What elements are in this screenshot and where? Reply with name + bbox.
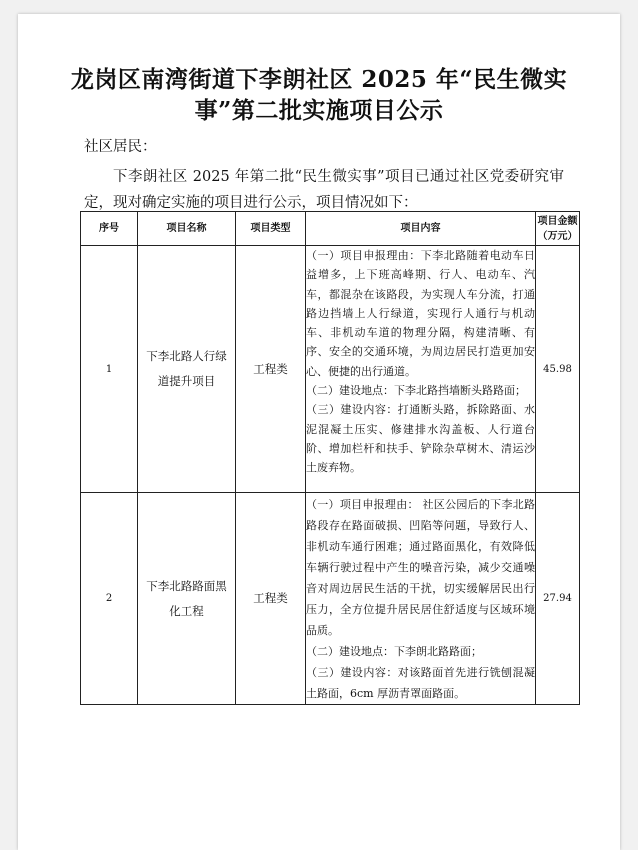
title-line-2: 事”第二批实施项目公示 [194,97,444,124]
row-amount: 45.98 [536,246,580,493]
header-amount-line-1: 项目金额 [537,215,578,227]
intro-paragraph: 下李朗社区 2025 年第二批“民生微实事”项目已通过社区党委研究审定，现对确定实施的项目进行公示，项目情况如下： [84,169,564,211]
document-title [18,64,620,126]
content-reason: （一）项目申报理由：下李北路随着电动车日益增多，上下班高峰期、行人、电动车、汽车，都混杂在该路段，为实现人车分流，打通路边挡墙上人行绿道，实现行人通行与机动车、非机动车道的物理分隔，构建清晰、有序、安全的交通环境，为周边居民打造更加安心、便捷的出行通道。 [306,249,535,378]
row-project-content [306,246,536,493]
header-name: 项目名称 [138,212,236,246]
row-project-name: 下李北路人行绿道提升项目 [138,246,236,493]
header-content: 项目内容 [306,212,536,246]
content-reason: （一）项目申报理由： 社区公园后的下李北路路段存在路面破损、凹陷等问题，导致行人、非机动车通行困难；通过路面黑化，有效降低车辆行驶过程中产生的噪音污染，减少交通噪音对周边居民生活的干扰，切实缓解居民出行压力，全方位提升居民居住舒适度与区域环境品质。 [306,498,535,637]
content-location: （二）建设地点：下李朗北路路面； [306,645,482,658]
header-type: 项目类型 [236,212,306,246]
header-amount-line-2: （万元） [537,230,578,242]
content-scope: （三）建设内容：对该路面首先进行铣刨混凝土路面，6cm 厚沥青罩面路面。 [306,666,535,700]
row-index: 2 [81,493,138,705]
row-amount: 27.94 [536,493,580,705]
row-project-type: 工程类 [236,493,306,705]
greeting: 社区居民： [84,139,157,155]
row-project-content [306,493,536,705]
content-location: （二）建设地点：下李北路挡墙断头路路面； [306,384,526,398]
table-header-row [81,212,580,246]
table-row [81,493,580,705]
project-table [80,211,580,705]
document-page [18,14,620,850]
row-index: 1 [81,246,138,493]
header-amount [536,212,580,246]
row-project-type: 工程类 [236,246,306,493]
header-index: 序号 [81,212,138,246]
table-row [81,246,580,493]
title-line-1: 龙岗区南湾街道下李朗社区 2025 年“民生微实 [70,66,568,93]
content-scope: （三）建设内容：打通断头路，拆除路面、水泥混凝土压实、修建排水沟盖板、人行道台阶、增加栏杆和扶手、铲除杂草树木、清运沙土废弃物。 [306,403,535,475]
row-project-name: 下李北路路面黑化工程 [138,493,236,705]
